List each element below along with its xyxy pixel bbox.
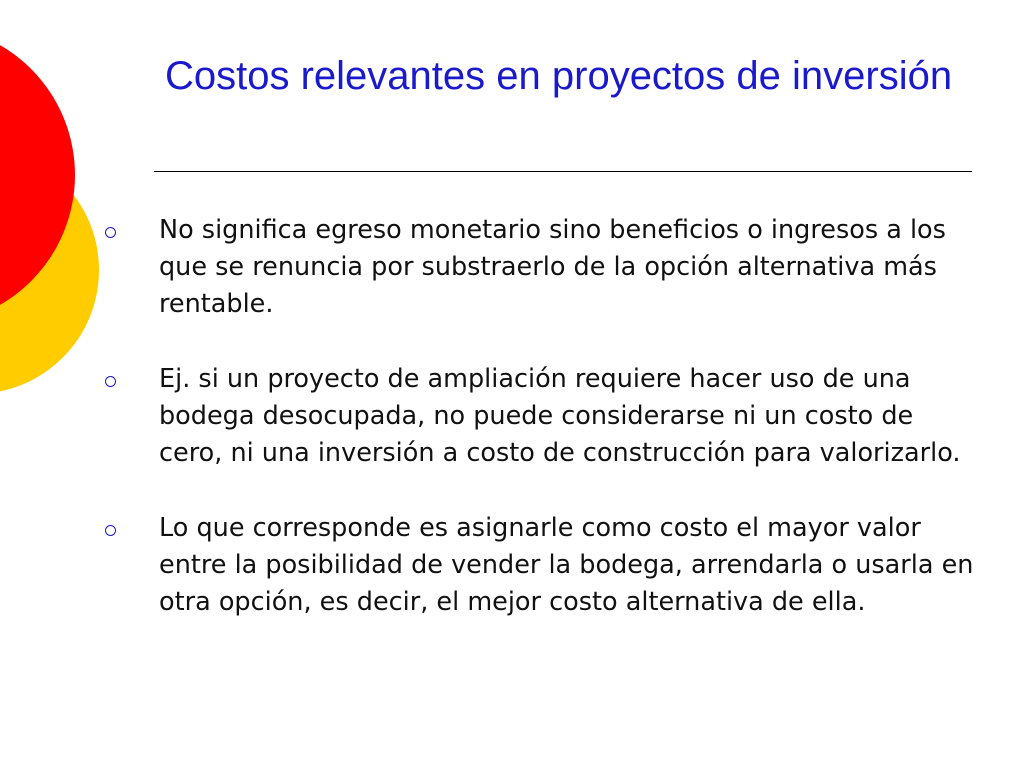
hollow-circle-bullet-icon [105, 525, 116, 536]
slide-title: Costos relevantes en proyectos de inversión [165, 54, 953, 98]
bullet-item [100, 212, 980, 323]
bullet-text: Ej. si un proyecto de ampliación requiere hacer uso de una bodega desocupada, no puede considerarse ni un costo de cero, ni una inversión a costo de construcción para valorizarlo. [159, 364, 961, 468]
hollow-circle-bullet-icon [105, 227, 116, 238]
title-divider [154, 171, 972, 172]
bullet-text: Lo que corresponde es asignarle como costo el mayor valor entre la posibilidad de vender la bodega, arrendarla o usarla en otra opción, es decir, el mejor costo alternativa de ella. [159, 513, 974, 617]
bullet-text: No significa egreso monetario sino beneficios o ingresos a los que se renuncia por substraerlo de la opción alternativa más rentable. [159, 215, 946, 319]
bullet-list [100, 212, 980, 659]
bullet-item [100, 510, 980, 621]
hollow-circle-bullet-icon [105, 376, 116, 387]
bullet-item [100, 361, 980, 472]
